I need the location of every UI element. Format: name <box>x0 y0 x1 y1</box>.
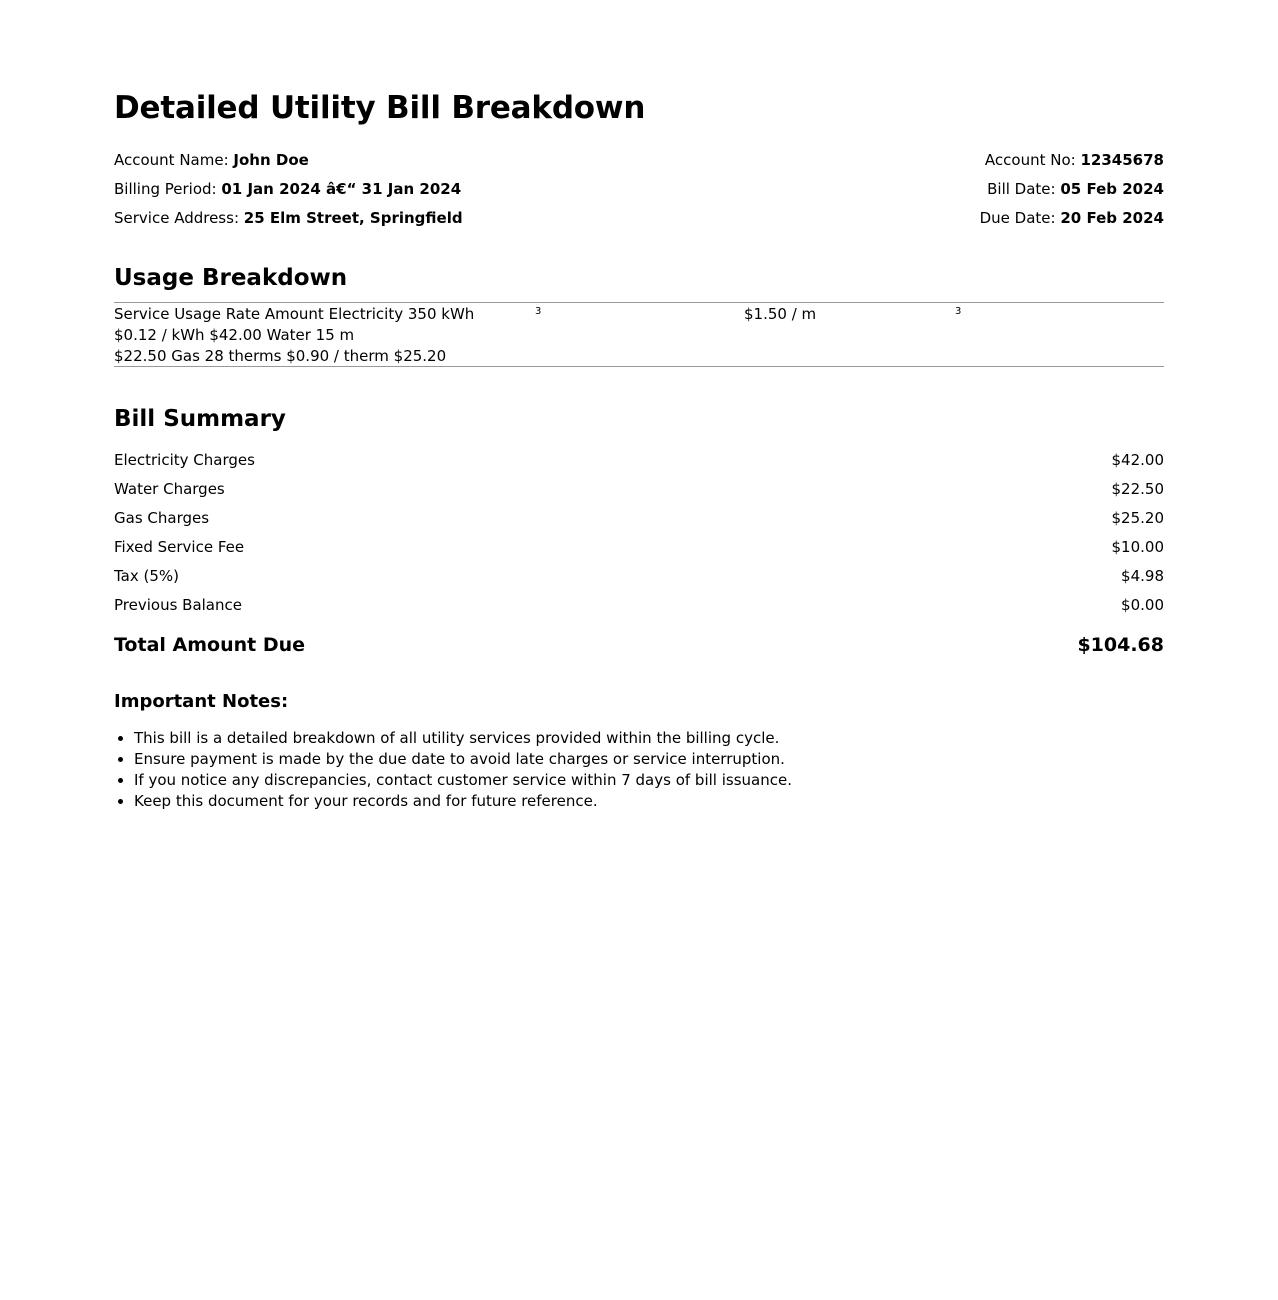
notes-list <box>114 728 1164 812</box>
account-name-label: Account Name: <box>114 151 229 169</box>
note-item: • This bill is a detailed breakdown of all utility services provided within the billing cycle. <box>134 728 1164 749</box>
water-unit-superscript: 3 <box>535 306 542 317</box>
usage-heading: Usage Breakdown <box>114 265 348 291</box>
water-rate: $1.50 / m <box>744 305 817 323</box>
summary-row-amount: $0.00 <box>1121 596 1164 614</box>
summary-row-label: Electricity Charges <box>114 451 255 469</box>
service-address-label: Service Address: <box>114 209 239 227</box>
service-address-line <box>114 204 463 233</box>
usage-text-line-1: Service Usage Rate Amount Electricity 350 kWh $0.12 / kWh $42.00 Water 15 m <box>114 305 475 344</box>
note-item: • Ensure payment is made by the due date to avoid late charges or service interruption. <box>134 749 1164 770</box>
summary-row <box>114 591 1164 620</box>
summary-heading: Bill Summary <box>114 406 286 432</box>
due-date-value: 20 Feb 2024 <box>1060 209 1164 227</box>
note-item: • Keep this document for your records and for future reference. <box>134 791 1164 812</box>
summary-row-amount: $10.00 <box>1111 538 1164 556</box>
bill-page <box>114 0 1164 812</box>
bill-date-line <box>980 175 1164 204</box>
billing-period-label: Billing Period: <box>114 180 217 198</box>
summary-row <box>114 504 1164 533</box>
summary-row <box>114 446 1164 475</box>
summary-row-label: Water Charges <box>114 480 225 498</box>
summary-row-label: Tax (5%) <box>114 567 180 585</box>
summary-row-amount: $42.00 <box>1111 451 1164 469</box>
water-rate-superscript: 3 <box>955 306 962 317</box>
service-address-value: 25 Elm Street, Springfield <box>243 209 463 227</box>
account-info-left <box>114 146 463 233</box>
summary-row-amount: $4.98 <box>1121 567 1164 585</box>
account-name-line <box>114 146 463 175</box>
summary-row-amount: $25.20 <box>1111 509 1164 527</box>
account-number-line <box>980 146 1164 175</box>
billing-period-line <box>114 175 463 204</box>
account-info-right <box>980 146 1164 233</box>
total-amount-due <box>114 630 1164 660</box>
summary-row-label: Fixed Service Fee <box>114 538 245 556</box>
total-label: Total Amount Due <box>114 634 306 656</box>
due-date-line <box>980 204 1164 233</box>
notes-heading: Important Notes: <box>114 691 289 712</box>
account-number-label: Account No: <box>984 151 1076 169</box>
due-date-label: Due Date: <box>979 209 1056 227</box>
summary-row-label: Previous Balance <box>114 596 242 614</box>
total-value: $104.68 <box>1077 634 1164 656</box>
usage-text-line-2: $22.50 Gas 28 therms $0.90 / therm $25.20 <box>114 347 447 365</box>
billing-period-value: 01 Jan 2024 â€“ 31 Jan 2024 <box>221 180 462 198</box>
page-title: Detailed Utility Bill Breakdown <box>114 90 646 126</box>
account-number-value: 12345678 <box>1080 151 1164 169</box>
usage-table-text <box>114 304 509 367</box>
bill-date-value: 05 Feb 2024 <box>1060 180 1164 198</box>
note-item: • If you notice any discrepancies, contact customer service within 7 days of bill issuance. <box>134 770 1164 791</box>
summary-row <box>114 475 1164 504</box>
account-name-value: John Doe <box>233 151 309 169</box>
usage-table <box>114 302 1164 367</box>
bill-summary <box>114 446 1164 620</box>
summary-row <box>114 562 1164 591</box>
account-info <box>114 146 1164 233</box>
summary-row-label: Gas Charges <box>114 509 210 527</box>
summary-row-amount: $22.50 <box>1111 480 1164 498</box>
summary-row <box>114 533 1164 562</box>
bill-date-label: Bill Date: <box>987 180 1056 198</box>
